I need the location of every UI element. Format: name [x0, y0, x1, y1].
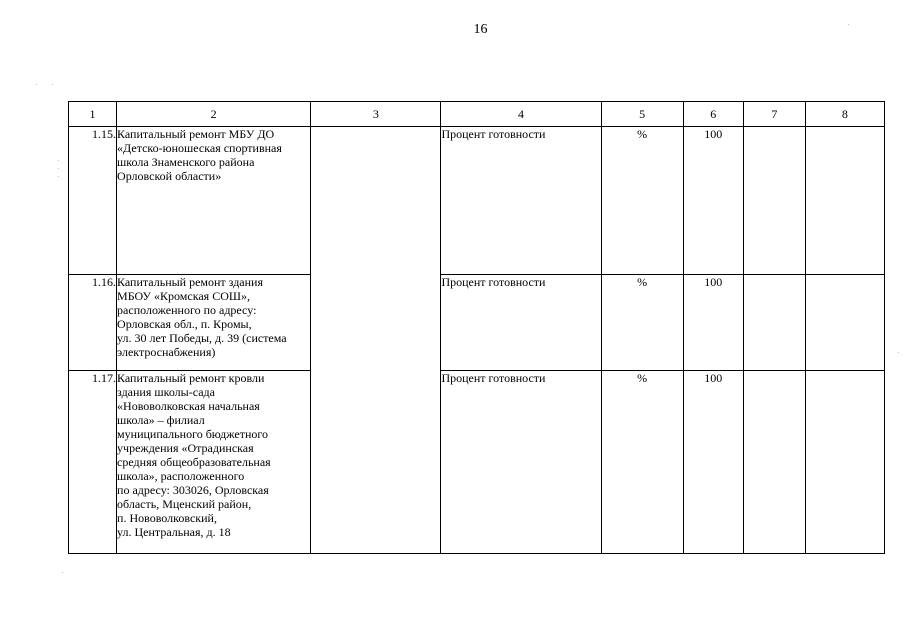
table-header-row	[69, 102, 885, 127]
column-header-1: 1	[69, 102, 117, 127]
row-name: Капитальный ремонт здания МБОУ «Кромская СОШ», расположенного по адресу: Орловская обл., п. Кромы, ул. 30 лет Победы, д. 39 (система электроснабжения)	[117, 275, 311, 371]
column-header-5: 5	[601, 102, 683, 127]
row-value: 100	[683, 275, 743, 371]
column-header-7: 7	[743, 102, 805, 127]
row-col7	[743, 371, 805, 554]
scan-speck	[848, 24, 849, 25]
row-col7	[743, 127, 805, 275]
row-col7	[743, 275, 805, 371]
row-col8	[805, 371, 884, 554]
page-number: 16	[473, 22, 488, 37]
column-header-2: 2	[117, 102, 311, 127]
table-row	[69, 371, 885, 554]
row-col8	[805, 275, 884, 371]
table-row	[69, 127, 885, 275]
column-header-8: 8	[805, 102, 884, 127]
row-indicator: Процент готовности	[441, 275, 601, 371]
row-unit: %	[601, 275, 683, 371]
row-indicator: Процент готовности	[441, 127, 601, 275]
scan-speck	[58, 168, 59, 169]
scan-speck	[898, 352, 899, 353]
row-number: 1.16.	[69, 275, 117, 371]
column-header-3: 3	[311, 102, 441, 127]
table-row	[69, 275, 885, 371]
document-table	[68, 101, 885, 554]
row-col8	[805, 127, 884, 275]
row-indicator: Процент готовности	[441, 371, 601, 554]
row-value: 100	[683, 127, 743, 275]
column-header-4: 4	[441, 102, 601, 127]
row-name: Капитальный ремонт кровли здания школы-сада «Нововолковская начальная школа» – филиал муниципального бюджетного учреждения «Отрадинская средняя общеобразовательная школа», расположенного по адресу: 303026, Орловская область, Мценский район, п. Нововолковский, ул. Центральная, д. 18	[117, 371, 311, 554]
scan-speck	[62, 572, 63, 573]
row-number: 1.15.	[69, 127, 117, 275]
row-col3-merged	[311, 127, 441, 554]
row-name: Капитальный ремонт МБУ ДО «Детско-юношеская спортивная школа Знаменского района Орловской области»	[117, 127, 311, 275]
scan-speck	[58, 160, 59, 161]
column-header-6: 6	[683, 102, 743, 127]
row-value: 100	[683, 371, 743, 554]
row-unit: %	[601, 371, 683, 554]
scan-speck	[36, 84, 37, 85]
scan-speck	[58, 176, 59, 177]
row-unit: %	[601, 127, 683, 275]
scan-speck	[52, 84, 53, 85]
row-number: 1.17.	[69, 371, 117, 554]
